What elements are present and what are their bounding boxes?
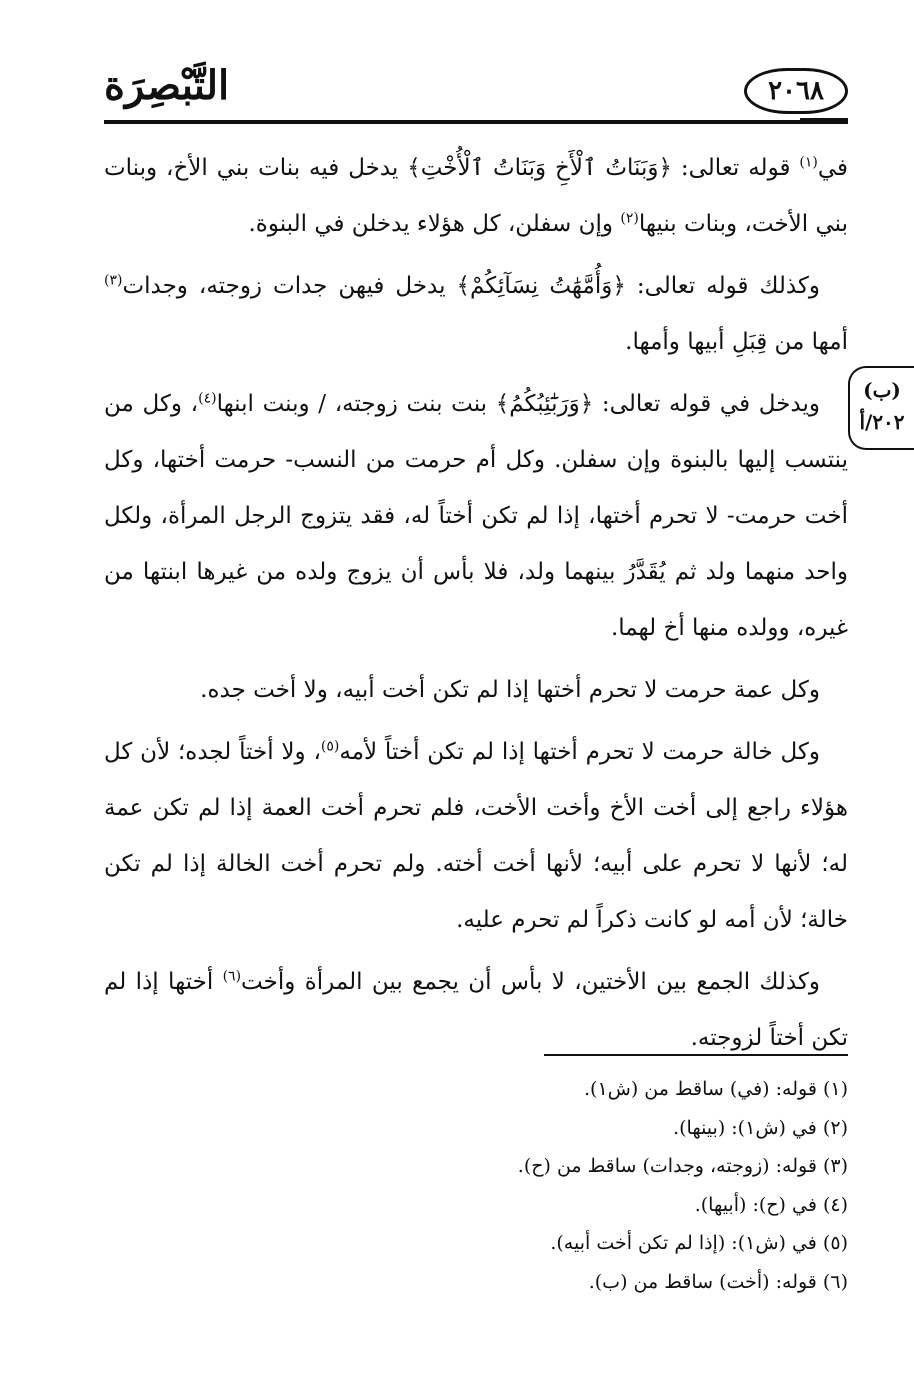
margin-note-line-2: ٢٠٢/أ (859, 410, 905, 434)
body-text (104, 140, 848, 1072)
paragraph-text: في (817, 155, 848, 181)
footnote-marker: (٥) (320, 738, 340, 755)
footnote: (٣) قوله: (زوجته، وجدات) ساقط من (ح). (517, 1155, 848, 1177)
footnote: (٦) قوله: (أخت) ساقط من (ب). (588, 1270, 848, 1293)
footnote-marker: (١) (799, 154, 818, 171)
footnote: (٤) في (ح): (أبيها). (694, 1193, 848, 1216)
paragraph-text: قوله تعالى: ﴿وَبَنَاتُ ٱلْأَخِ وَبَنَاتُ ٱلْأُخْتِ﴾ يدخل فيه بنات بني الأخ، وبنات بني الأخت، وبنات بنيها (104, 155, 848, 237)
margin-note-line-1: (ب) (863, 378, 901, 402)
body-paragraph (104, 662, 848, 718)
paragraph-text: ، وكل من ينتسب إليها بالبنوة وإن سفلن. وكل أم حرمت من النسب- حرمت أختها، وكل أخت حرمت- لا تحرم أختها، إذا لم تكن أختاً له، فقد يتزوج الرجل المرأة، ولكل واحد منهما ولد ثم يُقَدَّرُ بينهما ولد، فلا بأس أن يزوج ولده من غيرها ابنتها من غيره، وولده منها أخ لهما. (104, 391, 848, 641)
paragraph-text: وإن سفلن، كل هؤلاء يدخلن في البنوة. (248, 211, 621, 237)
paragraph-text: ، ولا أختاً لجده؛ لأن كل هؤلاء راجع إلى أخت الأخ وأخت الأخت، فلم تحرم أخت العمة إذا لم تكن عمة له؛ لأنها لا تحرم على أبيه؛ لأنها أخت أخته. ولم تحرم أخت الخالة إذا لم تكن خالة؛ لأن أمه لو كانت ذكراً لم تحرم عليه. (104, 739, 848, 933)
margin-manuscript-note (848, 366, 914, 450)
paragraph-text: ويدخل في قوله تعالى: ﴿وَرَبَٰٓئِبُكُمُ﴾ بنت بنت زوجته، / وبنت ابنها (216, 391, 820, 417)
paragraph-text: وكذلك الجمع بين الأختين، لا بأس أن يجمع بين المرأة وأخت (241, 969, 820, 995)
paragraph-text: أمها من قِبَلِ أبيها وأمها. (625, 329, 848, 355)
header-rule-accent (800, 118, 848, 124)
footnote-marker: (٦) (222, 968, 242, 985)
header-rule (104, 120, 848, 124)
footnote-marker: (٤) (198, 390, 217, 407)
paragraph-text: وكل عمة حرمت لا تحرم أختها إذا لم تكن أخت أبيه، ولا أخت جده. (200, 677, 820, 703)
body-paragraph (104, 376, 848, 656)
running-title: التَّبْصِرَة (104, 62, 230, 109)
page-number: ٢٠٦٨ (744, 68, 848, 114)
body-paragraph (104, 140, 848, 252)
paragraph-text: أختها إذا لم تكن أختاً لزوجته. (104, 969, 848, 1051)
body-paragraph (104, 954, 848, 1066)
paragraph-text: وكذلك قوله تعالى: ﴿وَأُمَّهَٰتُ نِسَآئِكُمْ﴾ يدخل فيهن جدات زوجته، وجدات (122, 273, 820, 299)
footnote: (٢) في (ش١): (بينها). (673, 1116, 848, 1139)
footnotes (104, 1070, 848, 1301)
footnote-marker: (٣) (104, 272, 123, 289)
body-paragraph (104, 724, 848, 948)
footnote: (١) قوله: (في) ساقط من (ش١). (583, 1078, 848, 1100)
footnote-separator (544, 1054, 848, 1056)
page-header (104, 62, 848, 126)
paragraph-text: وكل خالة حرمت لا تحرم أختها إذا لم تكن أختاً لأمه (339, 739, 820, 765)
footnote: (٥) في (ش١): (إذا لم تكن أخت أبيه). (550, 1232, 848, 1254)
body-paragraph (104, 258, 848, 370)
footnote-marker: (٢) (620, 210, 639, 227)
